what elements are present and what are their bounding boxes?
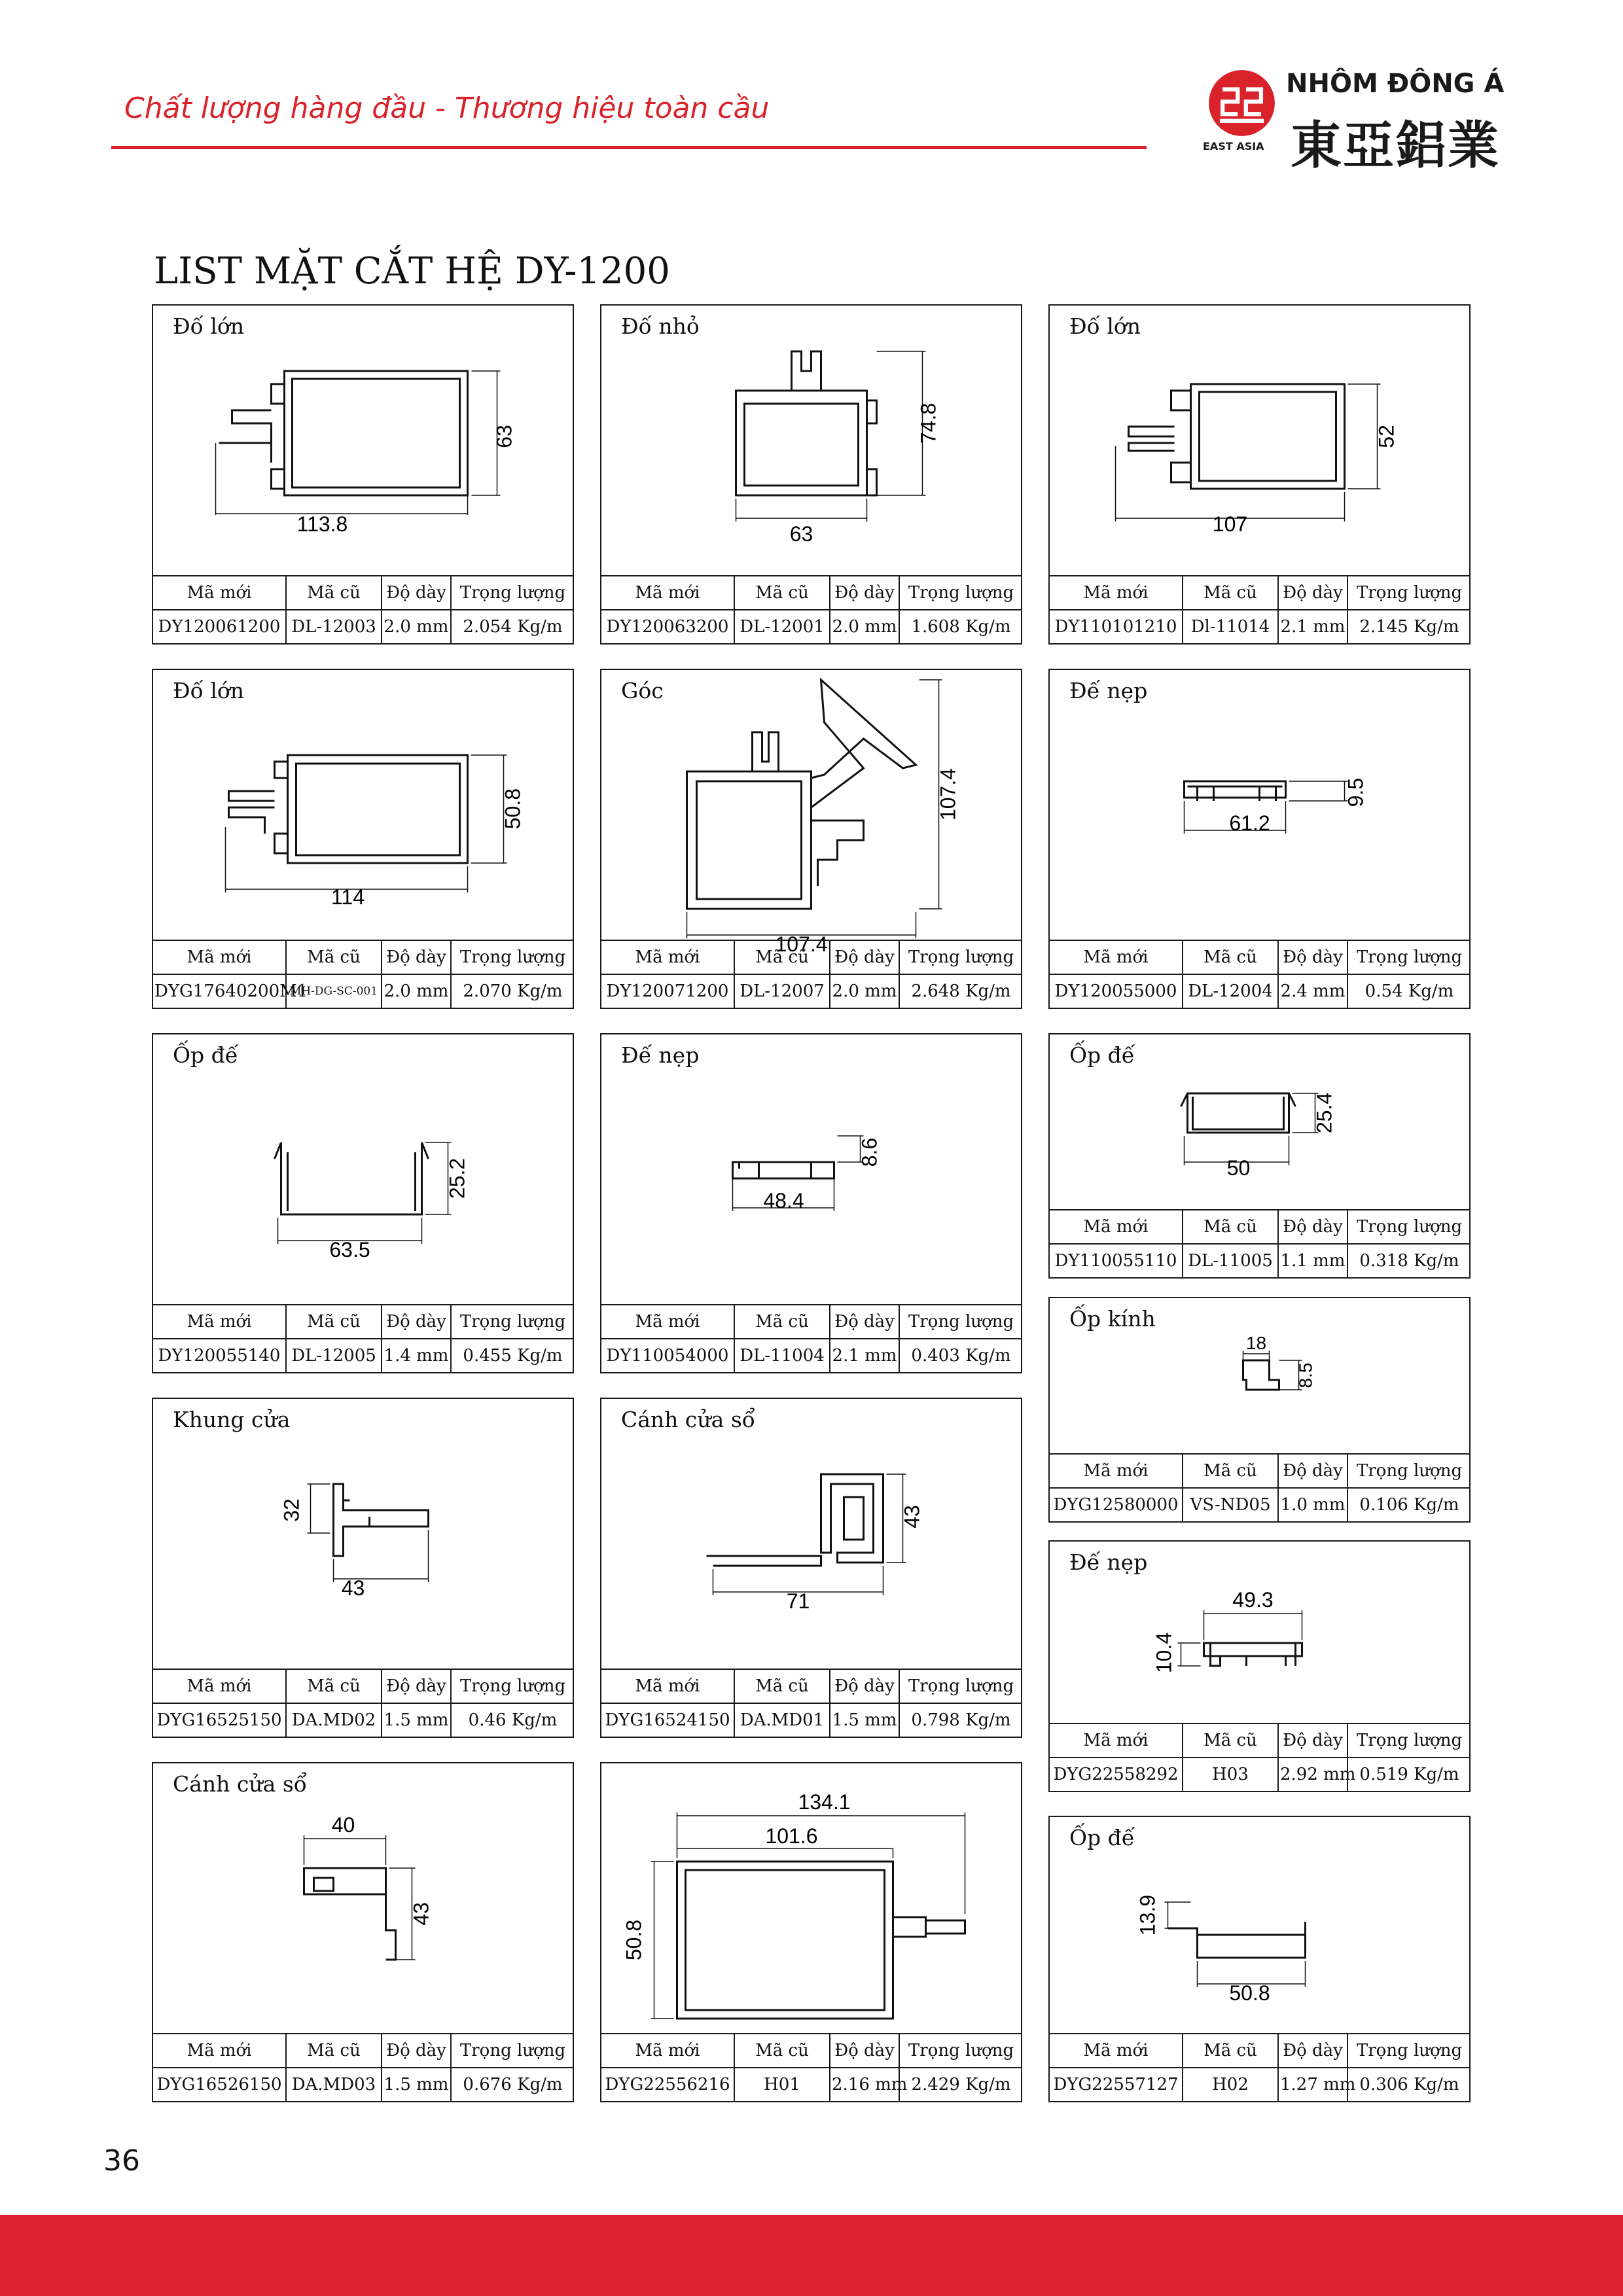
old-code: DL-11004 <box>734 1339 830 1372</box>
header-weight: Trọng lượng <box>451 576 574 610</box>
thickness: 1.5 mm <box>382 1703 451 1737</box>
header-old-code: Mã cũ <box>286 1669 382 1703</box>
thickness: 2.1 mm <box>830 1339 899 1372</box>
header-old-code: Mã cũ <box>734 2034 830 2068</box>
new-code: DYG12580000 <box>1050 1488 1183 1521</box>
header-old-code: Mã cũ <box>1183 576 1278 610</box>
profile-name: Đố lớn <box>173 678 244 703</box>
header-thickness: Độ dày <box>1278 940 1347 974</box>
spec-header-row <box>601 1669 1022 1703</box>
spec-value-row <box>153 1339 574 1372</box>
spec-header-row <box>1050 576 1471 610</box>
header-thickness: Độ dày <box>830 2034 899 2068</box>
dimension-label: 25.2 <box>445 1157 469 1199</box>
old-code: H03 <box>1183 1757 1278 1791</box>
new-code: DY120071200 <box>601 974 734 1008</box>
profile-drawing <box>153 1763 573 2036</box>
spec-value-row <box>601 1703 1022 1737</box>
profile-card <box>600 1398 1022 1738</box>
spec-table <box>601 1669 1022 1737</box>
east-asia-logo-icon <box>1207 69 1276 137</box>
profile-card <box>1048 1033 1471 1279</box>
new-code: DY120061200 <box>153 610 286 643</box>
dimension-label: 43 <box>341 1576 365 1600</box>
new-code: DYG22557127 <box>1050 2068 1183 2101</box>
dimension-label: 114 <box>330 885 365 909</box>
thickness: 1.5 mm <box>830 1703 899 1737</box>
profile-drawing <box>601 1399 1021 1671</box>
thickness: 2.4 mm <box>1278 974 1347 1008</box>
header-weight: Trọng lượng <box>451 940 574 974</box>
weight: 0.455 Kg/m <box>451 1339 574 1372</box>
profile-card <box>1048 1540 1471 1792</box>
profile-card <box>600 1762 1022 2102</box>
thickness: 2.0 mm <box>830 610 899 643</box>
spec-value-row <box>1050 974 1471 1008</box>
thickness: 2.0 mm <box>382 974 451 1008</box>
thickness: 1.5 mm <box>382 2068 451 2101</box>
profile-name: Ốp đế <box>1069 1042 1135 1068</box>
header-weight: Trọng lượng <box>451 2034 574 2068</box>
header-weight: Trọng lượng <box>1347 1454 1471 1488</box>
spec-table <box>1050 1453 1471 1521</box>
old-code: DL-12001 <box>734 610 830 643</box>
new-code: DY110055110 <box>1050 1244 1183 1277</box>
old-code: DA.MD03 <box>286 2068 382 2101</box>
header-thickness: Độ dày <box>830 940 899 974</box>
spec-table <box>1050 575 1471 643</box>
dimension-label: 107.4 <box>775 932 828 956</box>
old-code: VS-ND05 <box>1183 1488 1278 1521</box>
footer-bar <box>0 2215 1623 2296</box>
new-code: DY120055000 <box>1050 974 1183 1008</box>
spec-table <box>601 940 1022 1008</box>
header-new-code: Mã mới <box>153 2034 286 2068</box>
header-new-code: Mã mới <box>601 1305 734 1339</box>
weight: 2.070 Kg/m <box>451 974 574 1008</box>
profile-card <box>1048 669 1471 1009</box>
header-weight: Trọng lượng <box>899 1669 1022 1703</box>
spec-value-row <box>1050 1244 1471 1277</box>
spec-value-row <box>1050 2068 1471 2101</box>
profile-name: Khung cửa <box>173 1407 291 1432</box>
header-thickness: Độ dày <box>830 1669 899 1703</box>
header-weight: Trọng lượng <box>899 1305 1022 1339</box>
header-new-code: Mã mới <box>153 1305 286 1339</box>
page-number: 36 <box>103 2144 140 2178</box>
header-old-code: Mã cũ <box>286 576 382 610</box>
header-old-code: Mã cũ <box>286 940 382 974</box>
header-old-code: Mã cũ <box>734 1669 830 1703</box>
profile-drawing <box>1050 306 1469 578</box>
spec-header-row <box>601 940 1022 974</box>
dimension-label: 63 <box>492 425 516 448</box>
spec-value-row <box>601 610 1022 643</box>
header-thickness: Độ dày <box>382 1305 451 1339</box>
header-old-code: Mã cũ <box>1183 1210 1278 1244</box>
dimension-label: 52 <box>1374 425 1399 448</box>
spec-table <box>153 1304 574 1372</box>
profile-card <box>600 1033 1022 1373</box>
header-new-code: Mã mới <box>153 576 286 610</box>
dimension-label: 74.8 <box>916 402 940 444</box>
weight: 0.676 Kg/m <box>451 2068 574 2101</box>
header-thickness: Độ dày <box>382 940 451 974</box>
header-weight: Trọng lượng <box>1347 2034 1471 2068</box>
profile-name: Đố lớn <box>1069 313 1141 339</box>
brand-vietnamese: NHÔM ĐÔNG Á <box>1286 69 1505 99</box>
header-weight: Trọng lượng <box>451 1305 574 1339</box>
dimension-label: 71 <box>786 1589 810 1613</box>
profile-card <box>152 1762 574 2102</box>
profile-drawing <box>601 1763 1021 2036</box>
header-thickness: Độ dày <box>1278 1210 1347 1244</box>
weight: 2.648 Kg/m <box>899 974 1022 1008</box>
dimension-label: 8.6 <box>857 1137 882 1167</box>
spec-header-row <box>153 2034 574 2068</box>
header-weight: Trọng lượng <box>899 940 1022 974</box>
old-code: DL-12003 <box>286 610 382 643</box>
dimension-label: 43 <box>409 1902 433 1926</box>
profile-name: Đố lớn <box>173 313 244 339</box>
header-old-code: Mã cũ <box>734 576 830 610</box>
dimension-label: 50.8 <box>622 1919 646 1961</box>
header-old-code: Mã cũ <box>286 1305 382 1339</box>
header-thickness: Độ dày <box>1278 576 1347 610</box>
weight: 1.608 Kg/m <box>899 610 1022 643</box>
profile-name: Đố nhỏ <box>621 313 700 339</box>
profile-drawing <box>153 1034 573 1307</box>
profile-name: Góc <box>621 678 664 703</box>
spec-table <box>1050 940 1471 1008</box>
header-new-code: Mã mới <box>153 1669 286 1703</box>
dimension-label: 101.6 <box>765 1824 818 1848</box>
header-new-code: Mã mới <box>1050 576 1183 610</box>
spec-header-row <box>153 940 574 974</box>
spec-value-row <box>601 1339 1022 1372</box>
new-code: DYG17640200M1 <box>153 974 286 1008</box>
thickness: 2.0 mm <box>382 610 451 643</box>
spec-table <box>1050 1723 1471 1791</box>
header-old-code: Mã cũ <box>1183 2034 1278 2068</box>
new-code: DYG16526150 <box>153 2068 286 2101</box>
profile-card <box>152 669 574 1009</box>
profile-name: Đế nẹp <box>1069 1549 1148 1575</box>
header-old-code: Mã cũ <box>1183 940 1278 974</box>
spec-header-row <box>1050 1723 1471 1757</box>
weight: 0.106 Kg/m <box>1347 1488 1471 1521</box>
header-weight: Trọng lượng <box>1347 940 1471 974</box>
weight: 0.798 Kg/m <box>899 1703 1022 1737</box>
weight: 2.145 Kg/m <box>1347 610 1471 643</box>
new-code: DYG22558292 <box>1050 1757 1183 1791</box>
spec-header-row <box>1050 1210 1471 1244</box>
new-code: DYG22556216 <box>601 2068 734 2101</box>
dimension-label: 10.4 <box>1152 1632 1176 1674</box>
profile-name: Ốp đế <box>1069 1825 1135 1850</box>
dimension-label: 9.5 <box>1344 777 1368 807</box>
header-new-code: Mã mới <box>1050 1210 1183 1244</box>
spec-table <box>153 575 574 643</box>
spec-value-row <box>153 1703 574 1737</box>
new-code: DY120063200 <box>601 610 734 643</box>
header-thickness: Độ dày <box>830 576 899 610</box>
spec-header-row <box>601 576 1022 610</box>
profile-card <box>600 669 1022 1009</box>
weight: 0.519 Kg/m <box>1347 1757 1471 1791</box>
new-code: DY120055140 <box>153 1339 286 1372</box>
header-new-code: Mã mới <box>601 576 734 610</box>
old-code: H01 <box>734 2068 830 2101</box>
weight: 2.054 Kg/m <box>451 610 574 643</box>
header-thickness: Độ dày <box>1278 1723 1347 1757</box>
old-code: H02 <box>1183 2068 1278 2101</box>
header-new-code: Mã mới <box>153 940 286 974</box>
dimension-label: 40 <box>331 1813 355 1837</box>
weight: 0.318 Kg/m <box>1347 1244 1471 1277</box>
old-code: MH-DG-SC-001 <box>286 974 382 1008</box>
header-new-code: Mã mới <box>1050 1454 1183 1488</box>
profile-drawing <box>153 306 573 578</box>
spec-value-row <box>153 974 574 1008</box>
profile-name: Cánh cửa sổ <box>621 1407 755 1432</box>
spec-header-row <box>1050 1454 1471 1488</box>
spec-table <box>1050 2033 1471 2101</box>
header-old-code: Mã cũ <box>734 940 830 974</box>
dimension-label: 43 <box>900 1505 924 1528</box>
thickness: 1.1 mm <box>1278 1244 1347 1277</box>
header-weight: Trọng lượng <box>1347 576 1471 610</box>
dimension-label: 63 <box>789 522 813 546</box>
header-thickness: Độ dày <box>830 1305 899 1339</box>
header-thickness: Độ dày <box>1278 1454 1347 1488</box>
spec-header-row <box>601 2034 1022 2068</box>
new-code: DY110101210 <box>1050 610 1183 643</box>
dimension-label: 63.5 <box>329 1238 370 1262</box>
weight: 0.54 Kg/m <box>1347 974 1471 1008</box>
spec-value-row <box>1050 1757 1471 1791</box>
header-weight: Trọng lượng <box>899 576 1022 610</box>
profile-drawing <box>601 670 1021 956</box>
old-code: DL-12004 <box>1183 974 1278 1008</box>
old-code: DL-11005 <box>1183 1244 1278 1277</box>
profile-name: Ốp đế <box>173 1042 239 1068</box>
dimension-label: 134.1 <box>798 1790 851 1814</box>
dimension-label: 113.8 <box>296 512 348 536</box>
header-thickness: Độ dày <box>382 2034 451 2068</box>
profile-card <box>152 304 574 645</box>
profile-name: Ốp kính <box>1069 1306 1156 1332</box>
slogan: Chất lượng hàng đầu - Thương hiệu toàn cầu <box>124 92 770 125</box>
dimension-label: 8.5 <box>1295 1362 1316 1388</box>
weight: 0.306 Kg/m <box>1347 2068 1471 2101</box>
header-old-code: Mã cũ <box>734 1305 830 1339</box>
header-weight: Trọng lượng <box>451 1669 574 1703</box>
dimension-label: 50.8 <box>501 788 525 830</box>
dimension-label: 13.9 <box>1135 1894 1160 1936</box>
slogan-underline <box>111 146 1147 149</box>
weight: 0.46 Kg/m <box>451 1703 574 1737</box>
profile-card <box>600 304 1022 645</box>
profile-drawing <box>601 306 1021 578</box>
header-weight: Trọng lượng <box>899 2034 1022 2068</box>
profile-drawing <box>601 1034 1021 1307</box>
dimension-label: 49.3 <box>1232 1588 1274 1612</box>
spec-header-row <box>153 1669 574 1703</box>
new-code: DY110054000 <box>601 1339 734 1372</box>
header-thickness: Độ dày <box>1278 2034 1347 2068</box>
spec-table <box>153 940 574 1008</box>
dimension-label: 50.8 <box>1229 1981 1270 2005</box>
old-code: DA.MD01 <box>734 1703 830 1737</box>
dimension-label: 18 <box>1245 1333 1267 1353</box>
dimension-label: 50 <box>1226 1156 1251 1180</box>
spec-table <box>601 575 1022 643</box>
spec-table <box>1050 1209 1471 1277</box>
weight: 0.403 Kg/m <box>899 1339 1022 1372</box>
header-new-code: Mã mới <box>1050 2034 1183 2068</box>
header-old-code: Mã cũ <box>1183 1454 1278 1488</box>
header-thickness: Độ dày <box>382 1669 451 1703</box>
spec-value-row <box>153 2068 574 2101</box>
spec-value-row <box>601 974 1022 1008</box>
header-new-code: Mã mới <box>1050 1723 1183 1757</box>
header-old-code: Mã cũ <box>1183 1723 1278 1757</box>
page-title: LIST MẶT CẮT HỆ DY-1200 <box>154 250 670 292</box>
profile-card <box>152 1033 574 1373</box>
thickness: 2.1 mm <box>1278 610 1347 643</box>
profile-card <box>1048 1297 1471 1523</box>
new-code: DYG16524150 <box>601 1703 734 1737</box>
dimension-label: 32 <box>279 1498 304 1522</box>
header-new-code: Mã mới <box>1050 940 1183 974</box>
header-new-code: Mã mới <box>601 2034 734 2068</box>
profile-drawing <box>153 1399 573 1671</box>
spec-table <box>153 2033 574 2101</box>
profile-name: Đế nẹp <box>621 1042 700 1068</box>
profile-drawing <box>153 670 573 942</box>
spec-value-row <box>1050 610 1471 643</box>
thickness: 2.0 mm <box>830 974 899 1008</box>
header-new-code: Mã mới <box>601 940 734 974</box>
spec-header-row <box>153 576 574 610</box>
thickness: 1.0 mm <box>1278 1488 1347 1521</box>
spec-header-row <box>601 1305 1022 1339</box>
old-code: DL-12007 <box>734 974 830 1008</box>
thickness: 2.92 mm <box>1278 1757 1347 1791</box>
old-code: DA.MD02 <box>286 1703 382 1737</box>
brand-chinese: 東亞鋁業 <box>1291 116 1501 175</box>
spec-table <box>601 2033 1022 2101</box>
spec-value-row <box>153 610 574 643</box>
weight: 2.429 Kg/m <box>899 2068 1022 2101</box>
profile-card <box>1048 1816 1471 2102</box>
profile-card <box>1048 304 1471 645</box>
dimension-label: 107.4 <box>936 768 960 821</box>
spec-header-row <box>1050 940 1471 974</box>
thickness: 1.27 mm <box>1278 2068 1347 2101</box>
spec-table <box>153 1669 574 1737</box>
dimension-label: 25.4 <box>1312 1092 1336 1134</box>
thickness: 1.4 mm <box>382 1339 451 1372</box>
profile-drawing <box>1050 670 1469 942</box>
spec-table <box>601 1304 1022 1372</box>
spec-value-row <box>1050 1488 1471 1521</box>
profile-card <box>152 1398 574 1738</box>
profile-name: Cánh cửa sổ <box>173 1771 307 1797</box>
dimension-label: 48.4 <box>763 1189 804 1212</box>
spec-header-row <box>1050 2034 1471 2068</box>
dimension-label: 61.2 <box>1229 811 1270 835</box>
thickness: 2.16 mm <box>830 2068 899 2101</box>
spec-header-row <box>153 1305 574 1339</box>
old-code: DL-12005 <box>286 1339 382 1372</box>
profile-name: Đế nẹp <box>1069 678 1148 703</box>
header-thickness: Độ dày <box>382 576 451 610</box>
new-code: DYG16525150 <box>153 1703 286 1737</box>
brand-english: EAST ASIA <box>1203 140 1264 152</box>
header-old-code: Mã cũ <box>286 2034 382 2068</box>
header-weight: Trọng lượng <box>1347 1723 1471 1757</box>
spec-value-row <box>601 2068 1022 2101</box>
dimension-label: 107 <box>1212 512 1248 536</box>
header-weight: Trọng lượng <box>1347 1210 1471 1244</box>
old-code: Dl-11014 <box>1183 610 1278 643</box>
header-new-code: Mã mới <box>601 1669 734 1703</box>
